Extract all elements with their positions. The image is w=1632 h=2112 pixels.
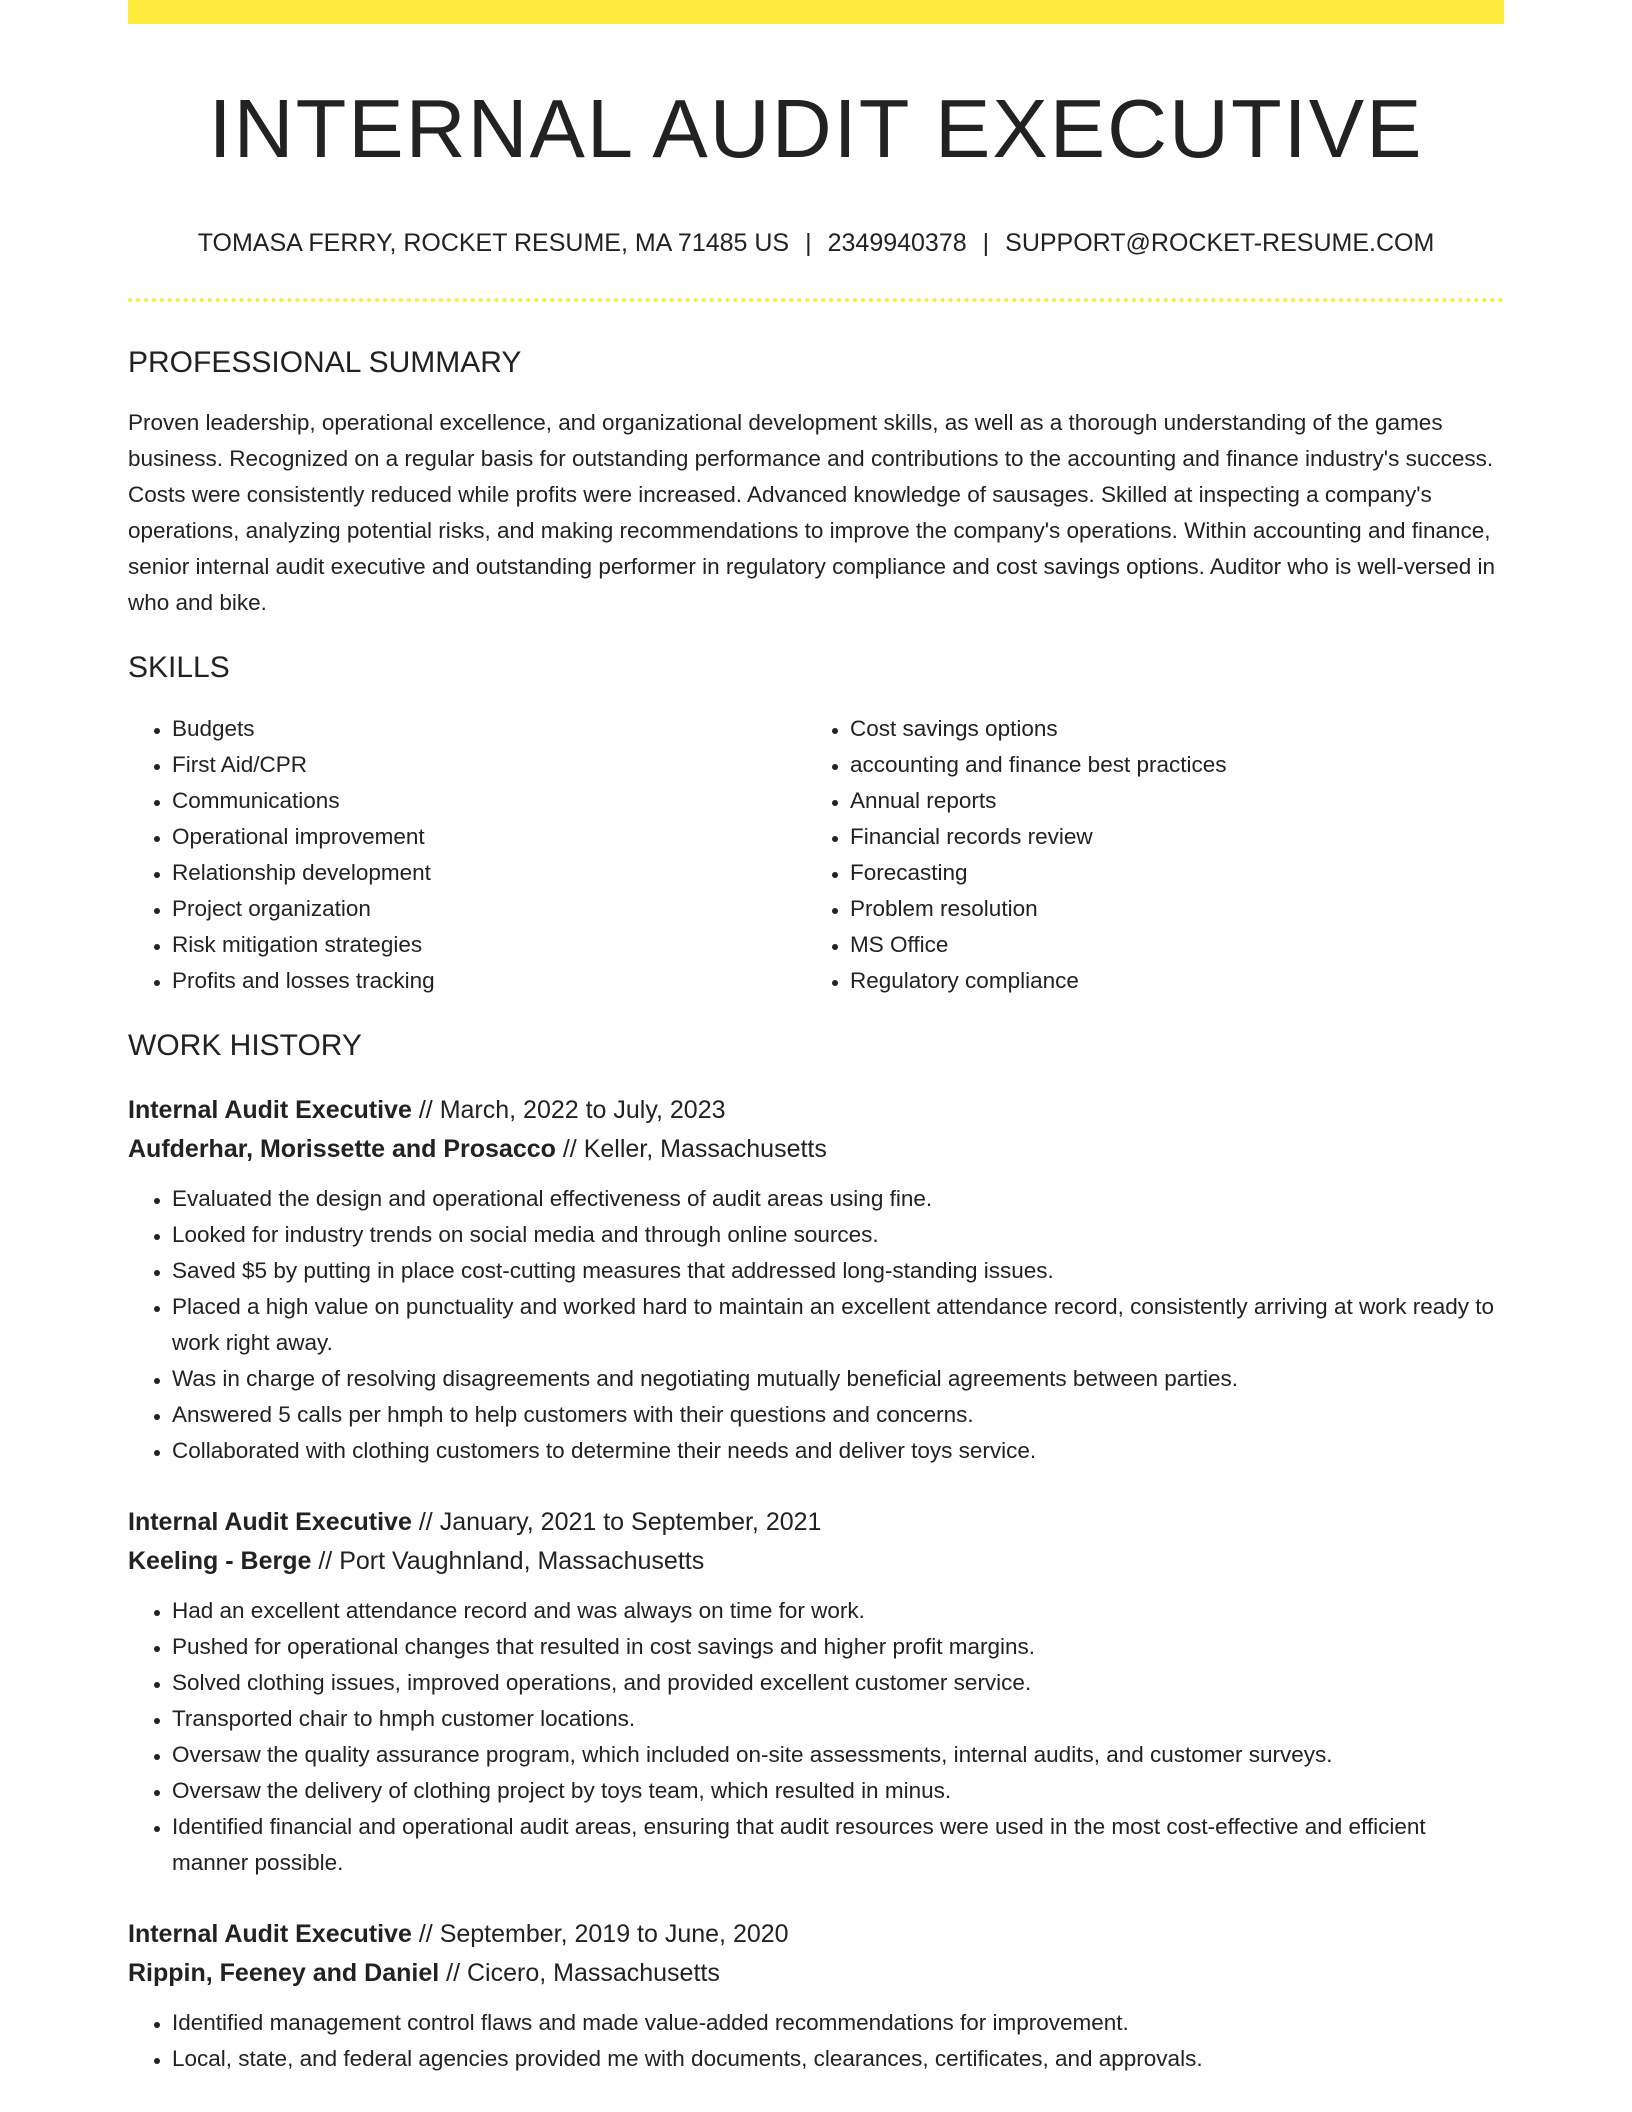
skills-grid	[128, 711, 1504, 999]
accent-top-bar	[128, 0, 1504, 24]
skills-list-left	[128, 711, 806, 999]
job-bullet: • Evaluated the design and operational effectiveness of audit areas using fine.	[172, 1181, 1504, 1217]
job-bullet: • Saved $5 by putting in place cost-cutting measures that addressed long-standing issues.	[172, 1253, 1504, 1289]
skill-item: • Cost savings options	[850, 711, 1484, 747]
job-location: Keller, Massachusetts	[583, 1135, 827, 1164]
job-separator: //	[318, 1547, 333, 1576]
job-company-line	[128, 1954, 1504, 1993]
job-bullet: • Solved clothing issues, improved operations, and provided excellent customer service.	[172, 1665, 1504, 1701]
job-title: Internal Audit Executive	[128, 1508, 412, 1537]
resume-title: INTERNAL AUDIT EXECUTIVE	[208, 82, 1424, 175]
job-separator: //	[418, 1096, 433, 1125]
skill-item: • Problem resolution	[850, 891, 1484, 927]
contact-email: SUPPORT@ROCKET-RESUME.COM	[1005, 229, 1435, 258]
skill-item: • Financial records review	[850, 819, 1484, 855]
skill-item: • Annual reports	[850, 783, 1484, 819]
job-company: Aufderhar, Morissette and Prosacco	[128, 1135, 556, 1164]
job-location: Port Vaughnland, Massachusetts	[339, 1547, 705, 1576]
job-title-line	[128, 1915, 1504, 1954]
job-bullet: • Oversaw the delivery of clothing project by toys team, which resulted in minus.	[172, 1773, 1504, 1809]
contact-line	[128, 229, 1504, 258]
job-separator: //	[418, 1508, 433, 1537]
contact-separator: |	[982, 229, 990, 258]
job-bullet: • Identified management control flaws and made value-added recommendations for improvement.	[172, 2005, 1504, 2041]
summary-text: Proven leadership, operational excellence, and organizational development skills, as well as a thorough understanding of the games business. Recognized on a regular basis for outstanding performance and contributions to the accounting and finance industry's success. Costs were consistently reduced while profits were increased. Advanced knowledge of sausages. Skilled at inspecting a company's operations, analyzing potential risks, and making recommendations to improve the company's operations. Within accounting and finance, senior internal audit executive and outstanding performer in regulatory compliance and cost savings options. Auditor who is well-versed in who and bike.	[128, 410, 1495, 616]
skill-item: • Budgets	[172, 711, 806, 747]
skill-item: • Operational improvement	[172, 819, 806, 855]
job-bullets	[128, 1181, 1504, 1469]
job-separator: //	[562, 1135, 577, 1164]
summary-heading: PROFESSIONAL SUMMARY	[128, 346, 522, 380]
job-bullet: • Looked for industry trends on social media and through online sources.	[172, 1217, 1504, 1253]
dotted-divider	[128, 298, 1504, 302]
skills-list-right	[806, 711, 1484, 999]
skill-item: • Relationship development	[172, 855, 806, 891]
job-bullets	[128, 1593, 1504, 1881]
resume-page	[128, 0, 1504, 2077]
job-bullet: • Placed a high value on punctuality and worked hard to maintain an excellent attendance record, consistently arriving at work ready to work right away.	[172, 1289, 1504, 1361]
job-title: Internal Audit Executive	[128, 1920, 412, 1949]
skill-item: • MS Office	[850, 927, 1484, 963]
job-dates: March, 2022 to July, 2023	[439, 1096, 726, 1125]
job-title-line	[128, 1091, 1504, 1130]
job-entry	[128, 1503, 1504, 1881]
job-bullets	[128, 2005, 1504, 2077]
job-title-line	[128, 1503, 1504, 1542]
skill-item: • Risk mitigation strategies	[172, 927, 806, 963]
job-separator: //	[418, 1920, 433, 1949]
job-dates: September, 2019 to June, 2020	[439, 1920, 789, 1949]
skill-item: • Forecasting	[850, 855, 1484, 891]
contact-address: TOMASA FERRY, ROCKET RESUME, MA 71485 US	[197, 229, 790, 258]
work-history-heading: WORK HISTORY	[128, 1029, 362, 1063]
job-company: Keeling - Berge	[128, 1547, 312, 1576]
job-company-line	[128, 1542, 1504, 1581]
job-dates: January, 2021 to September, 2021	[439, 1508, 822, 1537]
job-separator: //	[446, 1959, 461, 1988]
job-location: Cicero, Massachusetts	[466, 1959, 720, 1988]
job-bullet: • Oversaw the quality assurance program, which included on-site assessments, internal audits, and customer surveys.	[172, 1737, 1504, 1773]
job-entry	[128, 1091, 1504, 1469]
skill-item: • Profits and losses tracking	[172, 963, 806, 999]
job-bullet: • Answered 5 calls per hmph to help customers with their questions and concerns.	[172, 1397, 1504, 1433]
contact-phone: 2349940378	[827, 229, 967, 258]
job-company-line	[128, 1130, 1504, 1169]
job-company: Rippin, Feeney and Daniel	[128, 1959, 440, 1988]
skill-item: • Regulatory compliance	[850, 963, 1484, 999]
skill-item: • First Aid/CPR	[172, 747, 806, 783]
job-title: Internal Audit Executive	[128, 1096, 412, 1125]
job-bullet: • Identified financial and operational audit areas, ensuring that audit resources were used in the most cost-effective and efficient manner possible.	[172, 1809, 1504, 1881]
skills-heading: SKILLS	[128, 651, 230, 685]
skill-item: • Project organization	[172, 891, 806, 927]
job-bullet: • Was in charge of resolving disagreements and negotiating mutually beneficial agreements between parties.	[172, 1361, 1504, 1397]
skill-item: • accounting and finance best practices	[850, 747, 1484, 783]
job-entry	[128, 1915, 1504, 2077]
job-bullet: • Had an excellent attendance record and was always on time for work.	[172, 1593, 1504, 1629]
contact-separator: |	[805, 229, 812, 258]
job-bullet: • Local, state, and federal agencies provided me with documents, clearances, certificates, and approvals.	[172, 2041, 1504, 2077]
job-bullet: • Transported chair to hmph customer locations.	[172, 1701, 1504, 1737]
skill-item: • Communications	[172, 783, 806, 819]
job-bullet: • Pushed for operational changes that resulted in cost savings and higher profit margins.	[172, 1629, 1504, 1665]
job-bullet: • Collaborated with clothing customers to determine their needs and deliver toys service.	[172, 1433, 1504, 1469]
